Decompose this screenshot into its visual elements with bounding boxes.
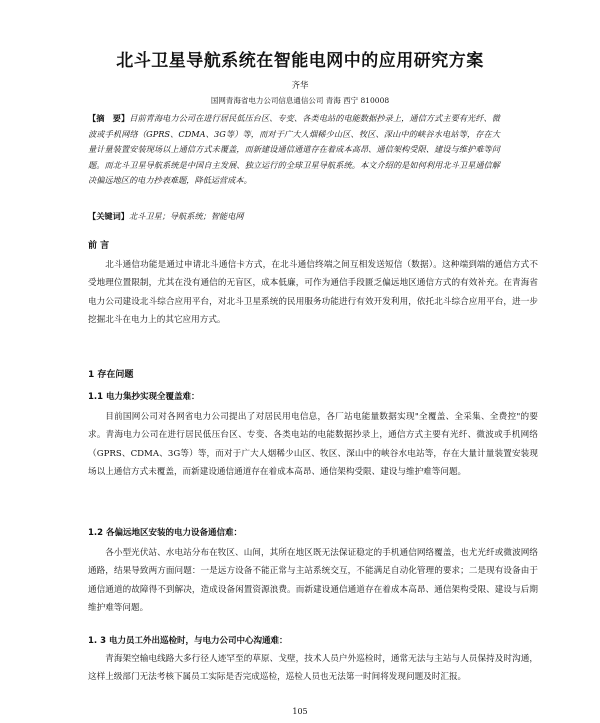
section-1-3-heading: 1. 3 电力员工外出巡检时，与电力公司中心沟通难：	[88, 636, 288, 646]
preface-paragraph: 北斗通信功能是通过申请北斗通信卡方式，在北斗通信终端之间互相发送短信（数据）。这种端到端的通信方式不受地理位置限制，尤其在没有通信的无盲区，成本低廉，可作为通信手段匮乏偏远地区通信方式的有效补充。在青海省电力公司建设北斗综合应用平台，对北斗卫星系统的民用服务功能进行有效开发利用，依托北斗综合应用平台，进一步挖掘北斗在电力上的其它应用方式。	[88, 260, 538, 326]
section-1-2-paragraph: 各小型光伏站、水电站分布在牧区、山间，其所在地区既无法保证稳定的手机通信网络覆盖，也尤光纤或微波网络通路，结果导致两方面问题：一是远方设备不能正常与主站系统交互，不能满足自动化管理的要求；二是现有设备由于通信通道的故障得不到解决，造成设备闲置资源浪费。而新建设通信通道存在着成本高昂、通信架构受限、建设与后期维护难等问题。	[88, 548, 538, 614]
affiliation: 国网青海省电力公司信息通信公司 青海 西宁 810008	[210, 96, 390, 105]
abstract-label: 【摘 要】	[88, 113, 130, 123]
page-number: 105	[292, 707, 308, 716]
abstract	[88, 111, 500, 189]
author: 齐华	[291, 81, 309, 91]
section-1-1-paragraph: 目前国网公司对各网省电力公司提出了对居民用电信息，各厂站电能量数据实现"全覆盖、全采集、全费控"的要求。青海电力公司在进行居民低压台区、专变、各类电站的电能数据抄录上，通信方式主要有光纤、微波或手机网络（GPRS、CDMA、3G等）等，而对于广大人烟稀少山区、牧区、深山中的峡谷水电站等，存在大量计量装置安装现场以上通信方式未覆盖，而新建设通信通道存在着成本高昂、通信架构受限、建设与维护难等问题。	[88, 412, 538, 478]
keywords	[88, 209, 500, 224]
section-1-heading: 1 存在问题	[88, 370, 134, 380]
preface-heading: 前 言	[88, 241, 110, 251]
keywords-label: 【关键词】	[88, 211, 129, 221]
keywords-text: 北斗卫星；导航系统；智能电网	[128, 211, 244, 221]
abstract-text: 目前青海电力公司在进行居民低压台区、专变、各类电站的电能数据抄录上，通信方式主要有光纤、微波或手机网络（GPRS、CDMA、3G等）等，而对于广大人烟稀少山区、牧区、深山中的峡谷水电站等，存在大量计量装置安装现场以上通信方式未覆盖，而新建设通信通道存在着成本高昂、通信架构受限、建设与维护难等问题。而北斗卫星导航系统是中国自主发展、独立运行的全球卫星导航系统。本文介绍的是如何利用北斗卫星通信解决偏远地区的电力抄表难题，降低运营成本。	[88, 113, 500, 186]
section-1-1-heading: 1.1 电力集抄实现全覆盖难：	[88, 392, 200, 402]
paper-title: 北斗卫星导航系统在智能电网中的应用研究方案	[116, 51, 484, 71]
section-1-3-paragraph: 青海架空输电线路大多行径人迹罕至的草原、戈壁，技术人员户外巡检时，通常无法与主站与人员保持及时沟通，这样上级部门无法考核下属员工实际是否完成巡检，巡检人员也无法第一时间将发现问题及时汇报。	[88, 654, 538, 683]
section-1-2-heading: 1.2 各偏远地区安装的电力设备通信难：	[88, 528, 243, 538]
